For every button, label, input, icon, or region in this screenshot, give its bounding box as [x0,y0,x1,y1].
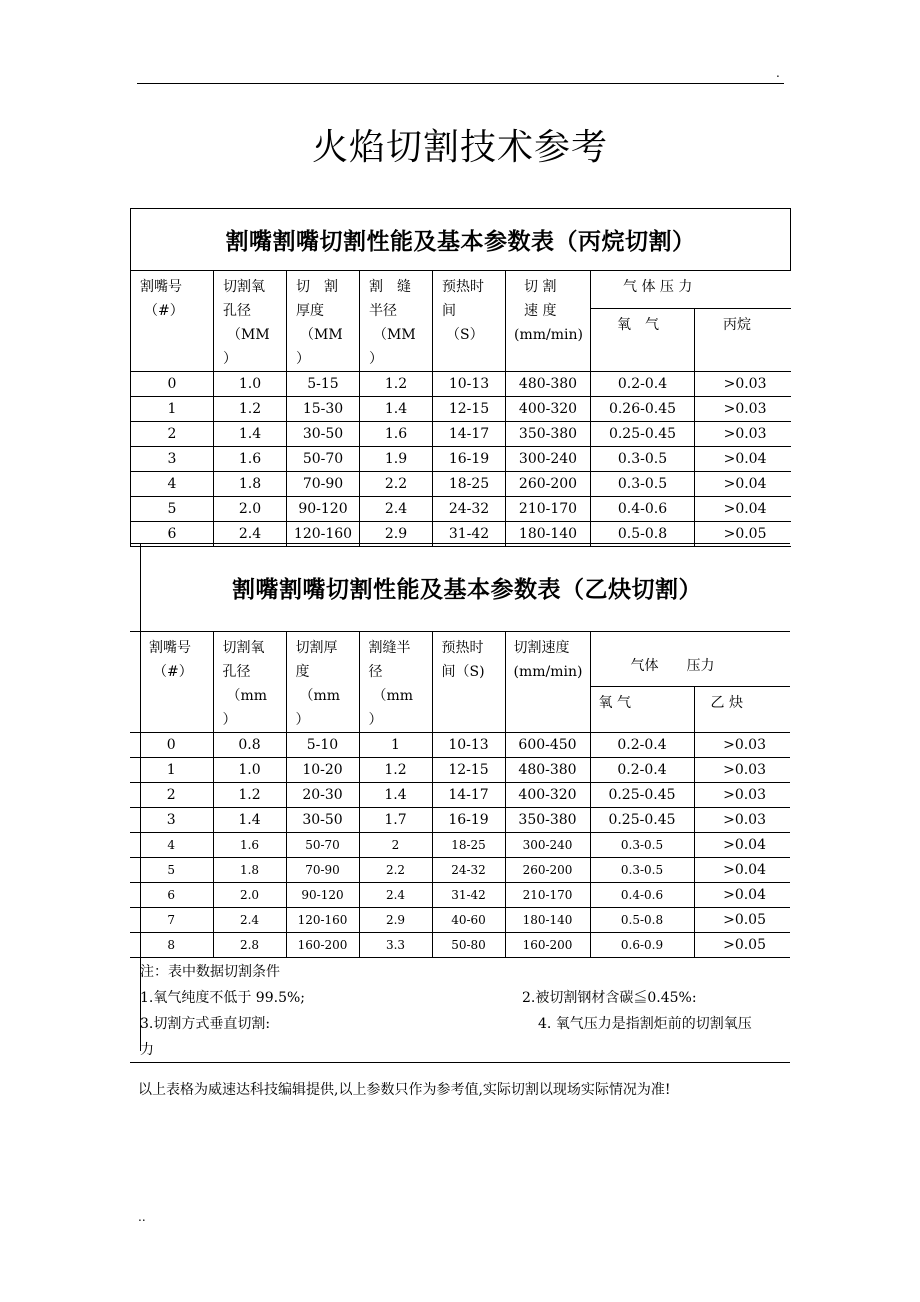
table2-header-preheat: 预热时 间（S) [432,632,505,733]
table1-cell: 180-140 [506,522,591,547]
table2-cell: >0.03 [694,808,790,833]
table2-cell: 31-42 [432,883,505,908]
table2-cell: 12-15 [432,758,505,783]
note-1: 1.氧气纯度不低于 99.5%; [140,990,305,1006]
table1-cell: 0.25-0.45 [591,422,695,447]
table1-cell: 300-240 [506,447,591,472]
table2-cell: 10-13 [432,733,505,758]
table2-cell: >0.05 [694,933,790,958]
table2-cell: 160-200 [286,933,359,958]
table1-cell: >0.04 [695,472,791,497]
table2-cell: 2.0 [213,883,286,908]
table1-header-gas-pressure: 气 体 压 力 [591,271,791,309]
table1-cell: 50-70 [287,447,360,472]
table1-cell: 260-200 [506,472,591,497]
table2-cell: 3 [130,808,213,833]
table2-cell: 5 [130,858,213,883]
table1-cell: 1.4 [360,397,433,422]
table2-cell: >0.03 [694,783,790,808]
table1-cell: 400-320 [506,397,591,422]
table1-cell: 0 [131,372,214,397]
table2-cell: 0.8 [213,733,286,758]
table2-cell: 3.3 [359,933,432,958]
table2-header-speed: 切割速度 (mm/min) [505,632,590,733]
table2-cell: 1 [130,758,213,783]
table2-cell: 24-32 [432,858,505,883]
table2-cell: 600-450 [505,733,590,758]
table2-cell: 2.8 [213,933,286,958]
notes-heading: 注：表中数据切割条件 [140,964,280,980]
table2-cell: 350-380 [505,808,590,833]
table2-header-nozzle: 割嘴号 （#） [130,632,213,733]
table2-cell: 1.8 [213,858,286,883]
table1-cell: 0.26-0.45 [591,397,695,422]
table2-cell: 2.2 [359,858,432,883]
table2-notes [130,958,790,1063]
table2-header-kerf: 割缝半 径 （mm ） [359,632,432,733]
table2-cell: 400-320 [505,783,590,808]
table2-cell: 0.2-0.4 [590,758,694,783]
table1-cell: 3 [131,447,214,472]
table2-cell: 14-17 [432,783,505,808]
table1-cell: 1.0 [214,372,287,397]
table1-cell: 31-42 [433,522,506,547]
table2-row [130,808,790,833]
table1-cell: 1.2 [214,397,287,422]
table1-cell: >0.03 [695,397,791,422]
table1-cell: 5-15 [287,372,360,397]
table2-cell: 300-240 [505,833,590,858]
table2-cell: 2.9 [359,908,432,933]
table1-cell: 1.6 [214,447,287,472]
table1-cell: >0.03 [695,372,791,397]
table1-header-oxygen-hole: 切割氧 孔径 （MM ） [214,271,287,372]
note-4-wrap: 力 [140,1042,154,1058]
table1-cell: 480-380 [506,372,591,397]
table2-cell: >0.04 [694,833,790,858]
table2-cell: 18-25 [432,833,505,858]
table1-cell: 0.4-0.6 [591,497,695,522]
table2-row [130,933,790,958]
table2-cell: 1.4 [213,808,286,833]
table1-cell: >0.04 [695,447,791,472]
table1-header-preheat: 预热时 间 （S） [433,271,506,372]
table1-cell: 70-90 [287,472,360,497]
table1-cell: 2.0 [214,497,287,522]
table2-cell: >0.04 [694,858,790,883]
note-4: 4. 氧气压力是指割炬前的切割氧压 [538,1016,752,1032]
table1-header-oxygen: 氧 气 [591,308,695,371]
footer-text: 以上表格为威速达科技编辑提供,以上参数只作为参考值,实际切割以现场实际情况为准! [138,1082,671,1098]
table2-row [130,733,790,758]
table2-row [130,908,790,933]
table1-cell: 0.3-0.5 [591,447,695,472]
table1-row [131,447,791,472]
table1-header-thickness: 切 割 厚度 （MM ） [287,271,360,372]
table1-cell: 2.2 [360,472,433,497]
table2-header-gas-pressure: 气体 压力 [590,632,790,687]
table1-cell: 1.8 [214,472,287,497]
table2-cell: 0.3-0.5 [590,858,694,883]
table2-row [130,858,790,883]
table2-cell: 480-380 [505,758,590,783]
table2-row [130,758,790,783]
table2-cell: 2 [359,833,432,858]
notes-line-2 [130,1010,790,1036]
table2-cell: 2.4 [359,883,432,908]
table1-cell: 0.3-0.5 [591,472,695,497]
table2-cell: 8 [130,933,213,958]
table1-cell: 12-15 [433,397,506,422]
document-title: 火焰切割技术参考 [311,127,608,168]
table1-row [131,422,791,447]
table2-header-thickness: 切割厚 度 （mm ） [286,632,359,733]
table2-cell: 0.25-0.45 [590,808,694,833]
header-dot: . [776,66,780,80]
table2-cell: 120-160 [286,908,359,933]
table1-cell: >0.05 [695,522,791,547]
table2-cell: 180-140 [505,908,590,933]
table1-cell: 1 [131,397,214,422]
table1-cell: 1.9 [360,447,433,472]
table2-cell: >0.03 [694,758,790,783]
table2-cell: 10-20 [286,758,359,783]
header-rule [137,83,784,84]
table2-cell: 160-200 [505,933,590,958]
table1-cell: 0.5-0.8 [591,522,695,547]
table2-cell: 1.6 [213,833,286,858]
table1-cell: 1.2 [360,372,433,397]
table1-cell: 10-13 [433,372,506,397]
table2-cell: 1.2 [359,758,432,783]
table2-cell: 16-19 [432,808,505,833]
table2-cell: 90-120 [286,883,359,908]
table1-cell: 14-17 [433,422,506,447]
table1-cell: 6 [131,522,214,547]
table1-cell: 120-160 [287,522,360,547]
table2-cell: >0.04 [694,883,790,908]
table1-cell: 0.2-0.4 [591,372,695,397]
table2-cell: 0.5-0.8 [590,908,694,933]
table2-cell: 0.25-0.45 [590,783,694,808]
table2-cell: 1 [359,733,432,758]
table2-row [130,833,790,858]
notes-line-1 [130,984,790,1010]
table2-cell: 50-80 [432,933,505,958]
table2-cell: 210-170 [505,883,590,908]
table1-row [131,372,791,397]
table2-row [130,883,790,908]
table1-cell: 2.4 [360,497,433,522]
note-2: 2.被切割钢材含碳≦0.45%: [522,990,697,1006]
table1-cell: 24-32 [433,497,506,522]
note-3: 3.切割方式垂直切割: [140,1016,271,1032]
table1-cell: 18-25 [433,472,506,497]
table1-cell: 1.6 [360,422,433,447]
table2-header-acetylene: 乙 炔 [694,686,790,732]
table1-cell: >0.04 [695,497,791,522]
table1-cell: 350-380 [506,422,591,447]
table2-cell: >0.03 [694,733,790,758]
propane-cutting-table [130,208,791,547]
table2-cell: 0.6-0.9 [590,933,694,958]
table1-header-speed: 切 割 速 度 (mm/min) [506,271,591,372]
table1-cell: 90-120 [287,497,360,522]
table1-cell: >0.03 [695,422,791,447]
table2-cell: 0.2-0.4 [590,733,694,758]
table2-cell: >0.05 [694,908,790,933]
footer-dots: .. [138,1210,146,1224]
table1-cell: 2 [131,422,214,447]
table1-caption: 割嘴割嘴切割性能及基本参数表（丙烷切割） [131,209,791,271]
table2-cell: 40-60 [432,908,505,933]
table1-cell: 30-50 [287,422,360,447]
table2-cell: 50-70 [286,833,359,858]
table2-cell: 0.4-0.6 [590,883,694,908]
table1-cell: 16-19 [433,447,506,472]
table2-cell: 1.2 [213,783,286,808]
table2-cell: 20-30 [286,783,359,808]
table1-cell: 1.4 [214,422,287,447]
table2-cell: 0.3-0.5 [590,833,694,858]
table1-row [131,497,791,522]
table2-cell: 1.7 [359,808,432,833]
table2-cell: 7 [130,908,213,933]
table2-cell: 2 [130,783,213,808]
table2-cell: 5-10 [286,733,359,758]
table2-cell: 1.0 [213,758,286,783]
table1-header-nozzle: 割嘴号 （#） [131,271,214,372]
table2-header-oxygen: 氧 气 [590,686,694,732]
table2-cell: 30-50 [286,808,359,833]
table1-cell: 4 [131,472,214,497]
table2-caption: 割嘴割嘴切割性能及基本参数表（乙炔切割） [130,544,790,632]
table1-row [131,472,791,497]
table2-cell: 70-90 [286,858,359,883]
table1-header-kerf: 割 缝 半径 （MM ） [360,271,433,372]
acetylene-cutting-table [130,543,790,1063]
table1-cell: 210-170 [506,497,591,522]
table2-cell: 1.4 [359,783,432,808]
table1-header-propane: 丙烷 [695,308,791,371]
table1-cell: 5 [131,497,214,522]
table2-cell: 6 [130,883,213,908]
table2-cell: 0 [130,733,213,758]
table1-cell: 15-30 [287,397,360,422]
table2-cell: 2.4 [213,908,286,933]
table2-cell: 4 [130,833,213,858]
table1-cell: 2.4 [214,522,287,547]
table1-row [131,397,791,422]
table2-header-oxygen-hole: 切割氧 孔径 （mm ） [213,632,286,733]
table2-cell: 260-200 [505,858,590,883]
table2-row [130,783,790,808]
table1-cell: 2.9 [360,522,433,547]
